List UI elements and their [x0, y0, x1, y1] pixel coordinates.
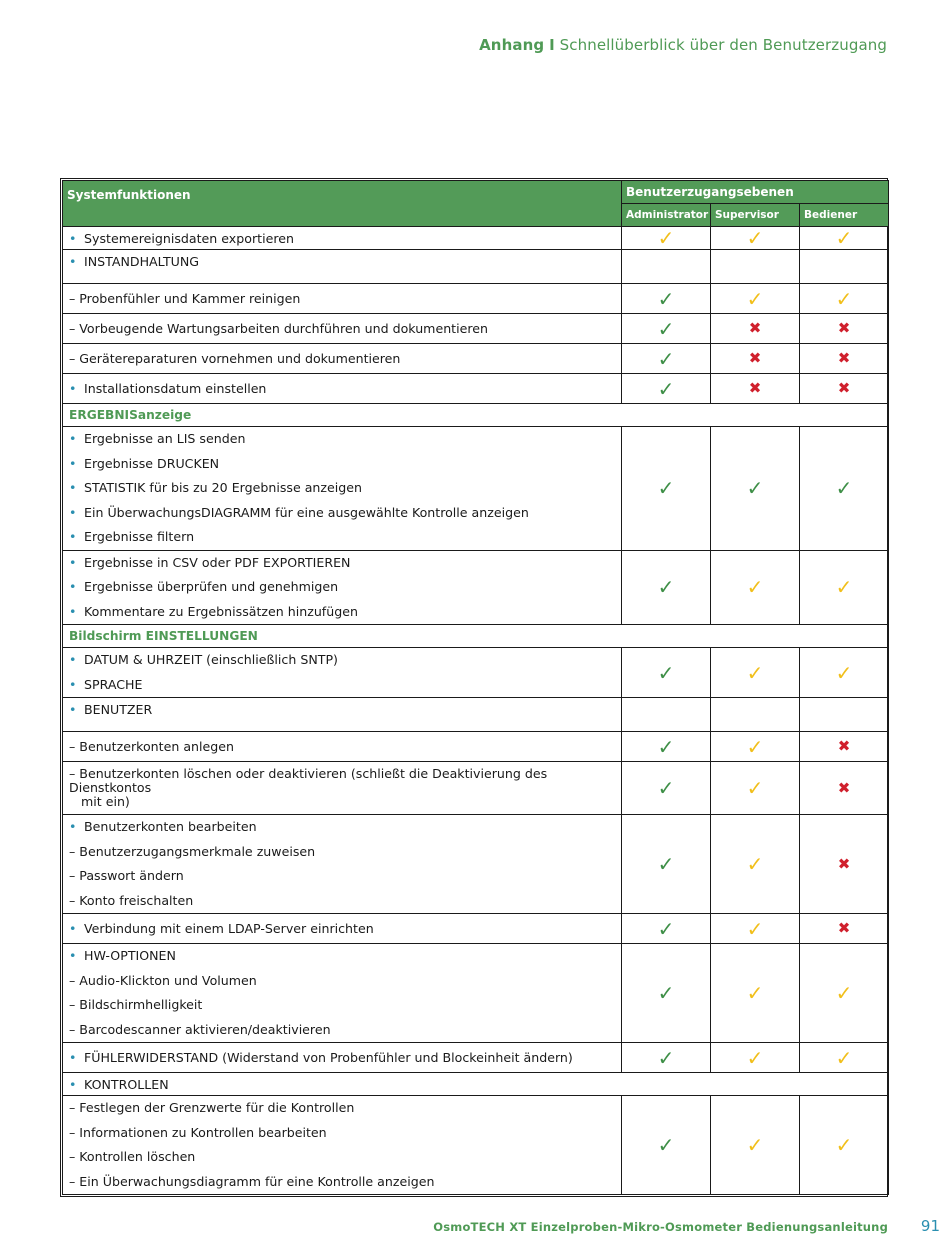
- check-icon: ✓: [657, 286, 675, 311]
- cross-icon: ✖: [837, 737, 851, 755]
- table-row: [63, 1096, 889, 1195]
- function-label: DATUM & UHRZEIT (einschließlich SNTP): [84, 652, 338, 667]
- check-icon: ✓: [657, 575, 675, 600]
- cross-icon: ✖: [837, 379, 851, 397]
- cross-icon: ✖: [748, 379, 762, 397]
- function-label: – Probenfühler und Kammer reinigen: [69, 291, 301, 306]
- table-row: [63, 648, 889, 698]
- table-row: [63, 284, 889, 314]
- check-icon: ✓: [835, 981, 853, 1005]
- function-label: INSTANDHALTUNG: [84, 254, 200, 269]
- check-icon: ✓: [657, 660, 675, 685]
- cross-icon: ✖: [837, 778, 851, 797]
- cross-icon: ✖: [837, 919, 851, 937]
- bullet: •: [69, 921, 77, 936]
- check-icon: ✓: [746, 575, 764, 600]
- page-header: [479, 36, 887, 54]
- check-icon: ✓: [657, 734, 675, 759]
- bullet: •: [69, 579, 77, 594]
- table-row: [63, 227, 889, 250]
- table-row: [63, 374, 889, 404]
- function-label: Ergebnisse überprüfen und genehmigen: [84, 579, 339, 594]
- check-icon: ✓: [657, 916, 675, 941]
- cross-icon: ✖: [837, 349, 851, 367]
- section-row: [63, 404, 889, 427]
- function-label: SPRACHE: [84, 676, 143, 692]
- table-row: [63, 944, 889, 1043]
- check-icon: ✓: [746, 981, 764, 1005]
- col-supervisor-header: Supervisor: [711, 204, 800, 227]
- check-icon: ✓: [835, 1133, 853, 1157]
- table-row: [63, 815, 889, 914]
- check-icon: ✓: [746, 776, 764, 800]
- function-label: Ergebnisse in CSV oder PDF EXPORTIEREN: [84, 554, 351, 570]
- table-row: [63, 314, 889, 344]
- function-label: Installationsdatum einstellen: [84, 381, 267, 396]
- function-label: – Benutzerzugangsmerkmale zuweisen: [69, 843, 316, 859]
- table-row: [63, 698, 889, 732]
- function-label: Ergebnisse DRUCKEN: [84, 455, 220, 471]
- check-icon: ✓: [835, 575, 853, 600]
- bullet: •: [69, 554, 77, 570]
- check-icon: ✓: [746, 1045, 764, 1070]
- function-label: Benutzerkonten bearbeiten: [84, 819, 257, 834]
- function-label: – Barcodescanner aktivieren/deaktivieren: [69, 1021, 331, 1037]
- col-function-header: Systemfunktionen: [63, 181, 622, 227]
- col-levels-header: Benutzerzugangsebenen: [622, 181, 889, 204]
- function-label-continued: mit ein): [81, 794, 130, 809]
- cross-icon: ✖: [748, 319, 762, 337]
- check-icon: ✓: [835, 660, 853, 685]
- check-icon: ✓: [657, 1133, 675, 1157]
- section-title: ERGEBNISanzeige: [63, 404, 889, 427]
- check-icon: ✓: [746, 916, 764, 941]
- cross-icon: ✖: [748, 349, 762, 367]
- function-label: Verbindung mit einem LDAP-Server einrichten: [84, 921, 374, 936]
- check-icon: ✓: [657, 226, 675, 250]
- bullet: •: [69, 230, 77, 246]
- cross-icon: ✖: [837, 319, 851, 337]
- function-label: – Audio-Klickton und Volumen: [69, 972, 257, 988]
- access-table: [60, 178, 888, 1197]
- page-number: 91: [920, 1217, 940, 1235]
- check-icon: ✓: [835, 286, 853, 311]
- header-title: Schnellüberblick über den Benutzerzugang: [559, 36, 887, 54]
- header-separator: I: [549, 36, 555, 54]
- check-icon: ✓: [657, 316, 675, 341]
- check-icon: ✓: [657, 981, 675, 1005]
- bullet: •: [69, 1050, 77, 1065]
- check-icon: ✓: [746, 734, 764, 759]
- check-icon: ✓: [746, 660, 764, 685]
- table-row: [63, 914, 889, 944]
- bullet: •: [69, 603, 77, 619]
- bullet: •: [69, 529, 77, 544]
- function-label: – Konto freischalten: [69, 892, 194, 908]
- bullet: •: [69, 652, 77, 667]
- check-icon: ✓: [657, 776, 675, 800]
- bullet: •: [69, 480, 77, 495]
- bullet: •: [69, 381, 77, 396]
- table-row: [63, 344, 889, 374]
- table-row: [63, 762, 889, 815]
- function-label: – Informationen zu Kontrollen bearbeiten: [69, 1124, 327, 1140]
- col-operator-header: Bediener: [800, 204, 889, 227]
- function-label: KONTROLLEN: [84, 1076, 169, 1092]
- section-row: [63, 625, 889, 648]
- check-icon: ✓: [835, 476, 853, 501]
- function-label: – Passwort ändern: [69, 868, 184, 883]
- bullet: •: [69, 819, 77, 834]
- col-admin-header: Administrator: [622, 204, 711, 227]
- table-row: [63, 250, 889, 284]
- check-icon: ✓: [657, 376, 675, 401]
- check-icon: ✓: [657, 852, 675, 876]
- function-label: – Gerätereparaturen vornehmen und dokumentieren: [69, 351, 401, 366]
- table-row: [63, 1043, 889, 1073]
- check-icon: ✓: [746, 286, 764, 311]
- header-section: Anhang: [479, 36, 545, 54]
- bullet: •: [69, 254, 77, 269]
- function-label: Ergebnisse an LIS senden: [84, 431, 246, 446]
- function-label: – Benutzerkonten löschen oder deaktivieren (schließt die Deaktivierung des Dienstkontos: [69, 766, 548, 795]
- function-label: STATISTIK für bis zu 20 Ergebnisse anzeigen: [84, 480, 362, 495]
- table-row: [63, 1073, 889, 1096]
- function-label: Kommentare zu Ergebnissätzen hinzufügen: [84, 603, 358, 619]
- check-icon: ✓: [657, 346, 675, 371]
- section-title: Bildschirm EINSTELLUNGEN: [63, 625, 889, 648]
- function-label: – Kontrollen löschen: [69, 1149, 196, 1164]
- bullet: •: [69, 676, 77, 692]
- check-icon: ✓: [746, 226, 764, 250]
- check-icon: ✓: [746, 1133, 764, 1157]
- table-row: [63, 427, 889, 551]
- bullet: •: [69, 702, 77, 717]
- function-label: – Ein Überwachungsdiagramm für eine Kontrolle anzeigen: [69, 1173, 435, 1189]
- cross-icon: ✖: [837, 854, 851, 873]
- footer-title: OsmoTECH XT Einzelproben-Mikro-Osmometer Bedienungsanleitung: [433, 1220, 888, 1234]
- check-icon: ✓: [657, 1045, 675, 1070]
- table-row: [63, 732, 889, 762]
- table-row: [63, 550, 889, 625]
- function-label: – Vorbeugende Wartungsarbeiten durchführen und dokumentieren: [69, 321, 488, 336]
- function-label: Systemereignisdaten exportieren: [84, 230, 294, 246]
- bullet: •: [69, 948, 77, 963]
- function-label: FÜHLERWIDERSTAND (Widerstand von Probenfühler und Blockeinheit ändern): [84, 1050, 573, 1065]
- check-icon: ✓: [835, 1045, 853, 1070]
- function-label: Ein ÜberwachungsDIAGRAMM für eine ausgewählte Kontrolle anzeigen: [84, 504, 529, 520]
- function-label: HW-OPTIONEN: [84, 948, 176, 963]
- check-icon: ✓: [746, 852, 764, 876]
- function-label: BENUTZER: [84, 702, 153, 717]
- check-icon: ✓: [746, 476, 764, 501]
- bullet: •: [69, 1076, 77, 1092]
- bullet: •: [69, 431, 77, 446]
- bullet: •: [69, 504, 77, 520]
- check-icon: ✓: [835, 226, 853, 250]
- check-icon: ✓: [657, 476, 675, 501]
- function-label: – Bildschirmhelligkeit: [69, 997, 203, 1012]
- function-label: – Festlegen der Grenzwerte für die Kontrollen: [69, 1100, 355, 1115]
- function-label: – Benutzerkonten anlegen: [69, 739, 234, 754]
- bullet: •: [69, 455, 77, 471]
- function-label: Ergebnisse filtern: [84, 529, 195, 544]
